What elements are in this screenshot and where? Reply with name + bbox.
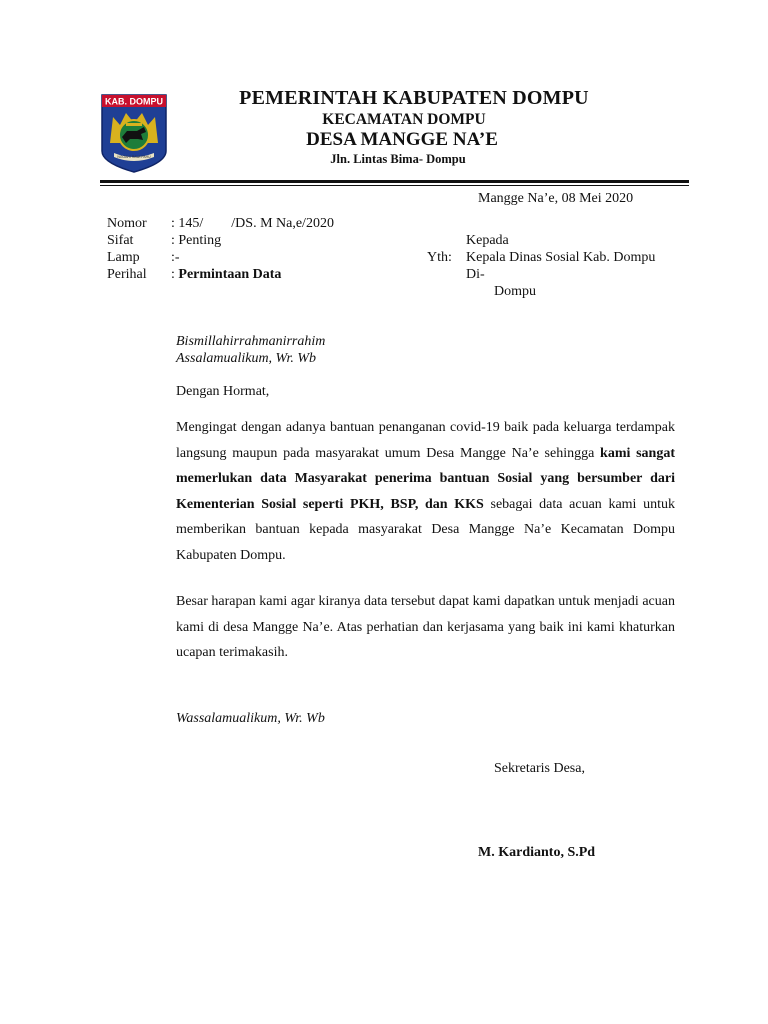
body-paragraph-2: Besar harapan kami agar kiranya data tersebut dapat kami dapatkan untuk menjadi acuan kami di desa Mangge Na’e. Atas perhatian dan kerjasama yang baik ini kami khaturkan ucapan terimakasih. bbox=[176, 594, 675, 660]
letterhead-rule-thick bbox=[100, 180, 689, 183]
letterhead-district: KECAMATAN DOMPU bbox=[322, 111, 486, 128]
letter-date: Mangge Na’e, 08 Mei 2020 bbox=[478, 191, 634, 206]
p1-emphasis: kami sangat memerlukan data Masyarakat penerima bantuan Sosial yang bersumber dari Kementerian Sosial seperti PKH, BSP, dan KKS bbox=[176, 445, 675, 512]
salutation: Dengan Hormat, bbox=[176, 384, 270, 399]
recipient-place: Dompu bbox=[494, 284, 536, 299]
nomor-value: : 145/ /DS. M Na,e/2020 bbox=[171, 216, 334, 231]
perihal-value: Permintaan Data bbox=[178, 267, 282, 282]
letterhead-rule-thin bbox=[100, 185, 689, 186]
recipient-di: Di- bbox=[466, 267, 485, 282]
perihal-label: Perihal bbox=[107, 267, 147, 282]
letterhead-village: DESA MANGGE NA’E bbox=[306, 129, 498, 150]
sifat-label: Sifat bbox=[107, 233, 134, 248]
perihal-row bbox=[171, 266, 281, 283]
lamp-label: Lamp bbox=[107, 250, 140, 265]
nomor-label: Nomor bbox=[107, 216, 147, 231]
signer-position: Sekretaris Desa, bbox=[494, 761, 585, 776]
kepada-label: Kepada bbox=[466, 233, 509, 248]
letterhead-government: PEMERINTAH KABUPATEN DOMPU bbox=[239, 87, 589, 109]
lamp-value: :- bbox=[171, 250, 180, 265]
body-paragraph-1 bbox=[176, 415, 675, 568]
logo-label: KAB. DOMPU bbox=[105, 96, 163, 107]
logo-ribbon: NGGAHI RAWI PAHU bbox=[117, 155, 151, 159]
yth-label: Yth: bbox=[427, 250, 452, 265]
signer-name: M. Kardianto, S.Pd bbox=[478, 845, 596, 860]
sifat-value: : Penting bbox=[171, 233, 222, 248]
opening-salam: Assalamualikum, Wr. Wb bbox=[176, 351, 316, 366]
p1-intro: Mengingat dengan adanya bantuan penanganan covid-19 baik pada keluarga terdampak langsung maupun pada masyarakat umum Desa Mangge Na’e sehingga bbox=[176, 420, 675, 461]
perihal-colon: : bbox=[171, 267, 179, 282]
recipient-name: Kepala Dinas Sosial Kab. Dompu bbox=[466, 250, 656, 265]
p1-end: sebagai data acuan kami untuk memberikan bantuan kepada masyarakat Desa Mangge Na’e Kecamatan Dompu Kabupaten Dompu. bbox=[176, 496, 675, 563]
letterhead-address: Jln. Lintas Bima- Dompu bbox=[330, 152, 466, 166]
basmalah: Bismillahirrahmanirrahim bbox=[176, 334, 326, 349]
closing-salam: Wassalamualikum, Wr. Wb bbox=[176, 711, 325, 726]
